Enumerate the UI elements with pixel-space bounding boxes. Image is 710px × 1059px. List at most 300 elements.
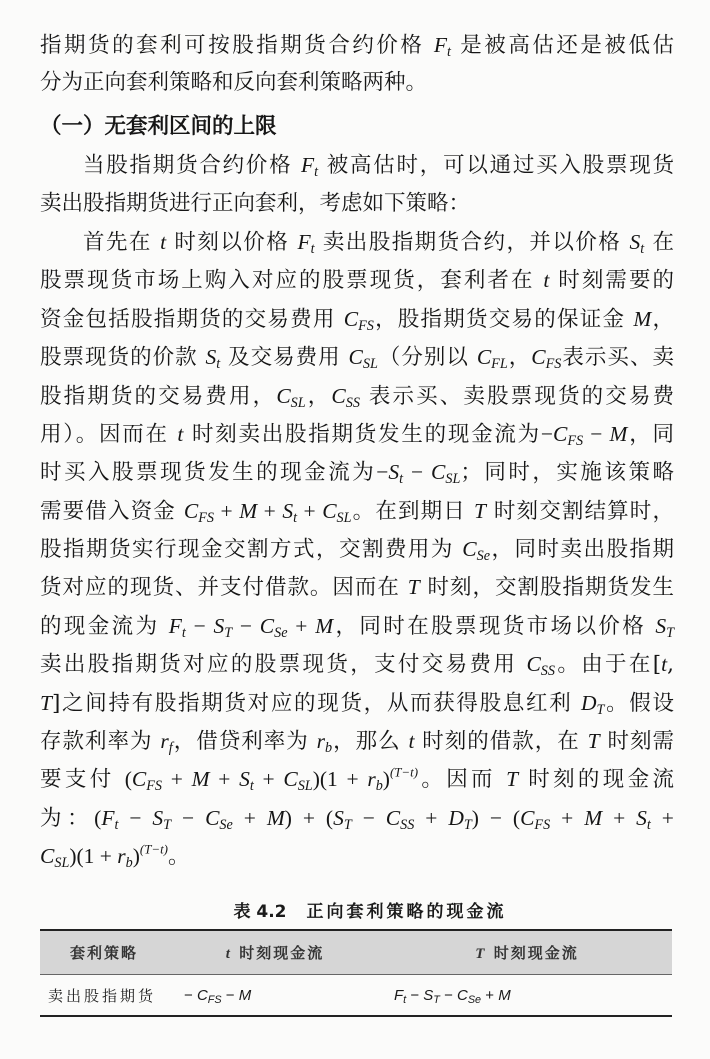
math-variable: C <box>553 421 568 446</box>
math-expression <box>322 498 352 526</box>
text-line <box>40 300 674 338</box>
math-variable: C <box>40 844 55 869</box>
subscript: SL <box>54 855 70 872</box>
text-run: ，同 <box>627 421 674 447</box>
text-run: 表示买、卖 <box>561 345 674 371</box>
math-operator: ) + ( <box>284 805 334 830</box>
math-expression <box>541 422 553 446</box>
math-operator: + <box>481 987 499 1004</box>
subscript: T <box>666 624 674 641</box>
math-expression <box>588 729 600 753</box>
math-variable: D <box>448 805 464 830</box>
subscript: t <box>249 778 254 795</box>
math-operator: − <box>118 805 153 830</box>
text-run: ]之间持有股指期货对应的现货，从而获得股息红利 <box>51 690 581 716</box>
text-run: 。在到期日 <box>351 498 474 524</box>
text-run: 资金包括股指期货的交易费用 <box>40 306 344 332</box>
math-expression <box>462 537 491 565</box>
text-run: 股票现货市场上购入对应的股票现货，套利者在 <box>40 268 544 294</box>
math-operator: ( <box>94 805 102 830</box>
text-run: 在 <box>644 229 675 255</box>
math-expression <box>498 987 511 1004</box>
subscript: FL <box>491 356 508 373</box>
math-operator: + <box>602 805 637 830</box>
math-expression <box>333 805 352 833</box>
text-line <box>40 722 674 760</box>
text-run: 。 <box>167 844 190 870</box>
text-run: ， <box>305 383 332 409</box>
math-expression <box>408 575 420 599</box>
math-operator: + <box>297 498 323 523</box>
math-expression <box>40 844 70 872</box>
math-variable: T <box>40 690 52 715</box>
math-variable: r <box>367 767 376 792</box>
subscript: t <box>399 471 404 488</box>
text-line <box>40 837 674 875</box>
text-line <box>40 645 674 683</box>
math-expression <box>343 306 374 334</box>
math-expression <box>633 307 651 331</box>
math-variable: S <box>388 460 400 485</box>
math-variable: T <box>506 767 519 792</box>
text-run: 股票现货的价款 <box>40 345 206 371</box>
math-expression <box>152 805 172 833</box>
math-variable: M <box>633 306 652 331</box>
math-expression <box>301 153 319 181</box>
text-run: 卖出股指期货进行正向套利，考虑如下策略： <box>40 190 471 216</box>
math-expression <box>254 767 284 791</box>
text-run: 时刻以价格 <box>166 229 298 255</box>
math-operator: ( <box>124 767 132 792</box>
math-variable: F <box>394 987 404 1004</box>
subscript: SL <box>362 356 378 373</box>
math-operator: + <box>232 805 267 830</box>
math-expression <box>285 806 333 830</box>
text-run: 为： <box>40 805 95 831</box>
math-variable: F <box>101 805 115 830</box>
math-expression <box>69 844 117 868</box>
text-run: 是被高估还是被低估 <box>450 33 674 58</box>
math-variable: C <box>348 345 363 370</box>
math-operator: − <box>171 805 206 830</box>
math-expression <box>610 422 628 446</box>
math-operator: + <box>253 767 284 792</box>
text-run: （分别以 <box>377 345 477 371</box>
math-variable: T <box>473 498 486 523</box>
math-expression <box>433 33 451 60</box>
subscript: FS <box>146 778 162 795</box>
text-run: 卖出股指期货对应的股票现货，支付交易费用 <box>40 652 527 678</box>
math-variable: M <box>584 805 603 830</box>
math-expression <box>232 614 260 638</box>
math-variable: C <box>196 987 208 1004</box>
subscript: FS <box>198 509 215 526</box>
math-variable: S <box>282 498 294 523</box>
math-variable: C <box>322 498 337 523</box>
table-body <box>40 975 672 1017</box>
subscript: t <box>640 240 645 257</box>
table-head <box>40 930 672 975</box>
text-line <box>40 530 674 568</box>
math-expression <box>316 729 333 756</box>
math-variable: S <box>205 345 217 370</box>
math-variable: M <box>498 987 511 1004</box>
math-expression <box>117 844 133 872</box>
subscript: T <box>343 816 352 833</box>
subscript: FS <box>358 317 374 334</box>
math-variable: C <box>431 460 446 485</box>
math-operator: + <box>550 805 585 830</box>
math-expression <box>383 767 418 791</box>
math-variable: S <box>423 987 434 1004</box>
subscript: SS <box>345 394 360 411</box>
math-expression <box>276 383 306 411</box>
math-expression <box>131 767 162 795</box>
text-run: 需要借入资金 <box>40 498 184 524</box>
subscript: b <box>125 855 133 872</box>
cash-flow-table <box>40 929 672 1017</box>
math-expression <box>192 767 210 791</box>
cell-cashflow-time-T <box>382 975 672 1017</box>
text-run: 时刻，交割股指期货发生 <box>419 575 674 601</box>
text-run: 。假设 <box>604 690 674 716</box>
math-variable: M <box>238 987 252 1004</box>
math-expression <box>267 806 285 830</box>
subscript: SL <box>290 394 306 411</box>
subscript: b <box>375 778 383 795</box>
math-operator: − <box>540 421 554 446</box>
math-variable: t <box>177 421 184 446</box>
text-run: 时刻卖出股指期货发生的现金流为 <box>183 421 541 447</box>
math-expression <box>376 460 388 484</box>
text-run: 股指期货的交易费用， <box>40 383 277 409</box>
text-line <box>40 684 674 722</box>
subscript: T <box>433 994 440 1007</box>
math-expression <box>162 767 192 791</box>
subscript: SS <box>540 663 555 680</box>
subscript: Se <box>467 994 482 1007</box>
math-expression <box>168 613 186 641</box>
math-variable: T <box>587 729 600 754</box>
math-variable: C <box>385 805 401 830</box>
subscript: SS <box>400 816 415 833</box>
math-variable: C <box>476 345 492 370</box>
math-expression <box>315 614 333 638</box>
table-title: 正向套利策略的现金流 <box>306 902 507 922</box>
text-line <box>40 223 674 261</box>
subscript: t <box>181 624 186 641</box>
math-expression <box>257 499 282 523</box>
text-line <box>40 377 674 415</box>
subscript: T <box>224 624 233 641</box>
math-expression <box>213 613 233 641</box>
math-expression <box>655 613 674 641</box>
math-operator: − <box>184 987 197 1004</box>
math-operator: − <box>406 987 424 1004</box>
math-variable: F <box>301 153 315 178</box>
text-run: 时刻需 <box>599 729 674 755</box>
math-expression <box>184 987 197 1004</box>
subscript: t <box>310 240 315 257</box>
math-expression <box>160 729 173 756</box>
math-expression <box>282 498 298 526</box>
math-variable: T <box>475 946 487 962</box>
cell-strategy <box>40 975 168 1017</box>
math-expression <box>210 767 240 791</box>
text-run: ，同时卖出股指期 <box>490 537 674 563</box>
math-expression <box>457 987 482 1007</box>
math-expression <box>288 614 316 638</box>
math-expression <box>125 767 132 791</box>
text-run: 及交易费用 <box>220 345 349 371</box>
math-variable: C <box>283 767 298 792</box>
math-expression <box>394 987 407 1007</box>
math-expression <box>352 806 386 830</box>
math-expression <box>331 383 360 411</box>
text-run: 时刻现金流 <box>486 944 579 962</box>
math-variable: C <box>457 987 468 1004</box>
math-expression <box>133 844 168 868</box>
body-text <box>40 26 674 876</box>
math-variable: t <box>543 268 550 293</box>
math-expression <box>205 345 221 373</box>
text-run: 。由于在[ <box>554 652 662 678</box>
subscript: b <box>324 740 333 756</box>
math-expression <box>348 345 378 373</box>
math-expression <box>602 806 636 830</box>
subscript: t <box>114 816 119 833</box>
math-expression <box>283 767 313 795</box>
math-operator: − <box>351 805 386 830</box>
math-variable: S <box>213 613 225 638</box>
math-expression <box>584 806 602 830</box>
math-expression <box>629 229 645 257</box>
text-run: 的现金流为 <box>40 613 169 639</box>
math-operator: − <box>403 460 432 485</box>
text-run: 用）。因而在 <box>40 421 178 447</box>
subscript: SL <box>297 778 313 795</box>
text-line <box>40 26 674 64</box>
text-line <box>40 799 674 837</box>
math-operator: + <box>162 767 192 792</box>
subscript: t <box>314 164 319 181</box>
text-run: 时刻的借款，在 <box>414 729 588 755</box>
math-expression <box>414 806 448 830</box>
text-run: ，同时在股票现货市场以价格 <box>333 613 656 639</box>
text-run: 分为正向套利策略和反向套利策略两种。 <box>40 70 428 96</box>
subscript: T <box>596 701 605 718</box>
table-row <box>40 975 672 1017</box>
math-operator: − <box>221 987 239 1004</box>
math-operator: + <box>209 767 240 792</box>
math-operator: )(1 + <box>312 767 368 792</box>
math-expression <box>239 987 252 1004</box>
subscript: t <box>646 816 651 833</box>
math-expression <box>367 767 383 795</box>
subscript: T <box>163 816 172 833</box>
math-expression <box>531 345 562 373</box>
subscript: SL <box>336 509 352 526</box>
math-variable: C <box>259 613 275 638</box>
header-strategy <box>40 930 168 975</box>
math-variable: C <box>331 383 346 408</box>
math-variable: C <box>276 383 291 408</box>
math-expression <box>550 806 584 830</box>
paragraph-overvalued <box>40 146 674 223</box>
math-variable: r <box>117 844 126 869</box>
math-expression <box>406 987 423 1004</box>
math-operator: + <box>214 498 240 523</box>
text-run: 股指期货实行现金交割方式，交割费用为 <box>40 537 463 563</box>
subscript: f <box>168 740 173 756</box>
math-expression <box>431 460 461 488</box>
text-run: ，股指期货交易的保证金 <box>373 306 634 332</box>
math-variable: t <box>408 729 415 754</box>
math-expression <box>474 499 486 523</box>
superscript: (T−t) <box>389 765 419 780</box>
text-run: ，那么 <box>332 729 409 755</box>
text-run: 时刻的现金流 <box>518 767 674 793</box>
table-caption <box>0 899 710 925</box>
math-variable: M <box>315 613 334 638</box>
math-variable: C <box>520 805 535 830</box>
math-operator: − <box>185 613 214 638</box>
math-variable: t <box>160 229 167 254</box>
text-run: 指期货的套利可按股指期货合约价格 <box>40 33 434 58</box>
math-operator: − <box>583 421 610 446</box>
subscript: t <box>446 43 451 60</box>
math-expression <box>553 421 584 449</box>
text-run: 要支付 <box>40 767 125 793</box>
text-run: ， <box>651 306 674 332</box>
math-expression <box>651 806 674 830</box>
math-variable: r <box>316 729 325 754</box>
math-expression <box>448 805 472 833</box>
math-expression <box>196 987 222 1007</box>
math-variable: C <box>343 306 359 331</box>
text-run: 时刻需要的 <box>549 268 674 294</box>
math-variable: r <box>160 729 169 754</box>
math-operator: − <box>232 613 260 638</box>
text-run: 时刻现金流 <box>231 944 325 962</box>
text-run: 当股指期货合约价格 <box>83 153 302 179</box>
text-run: 时刻交割结算时， <box>485 498 674 524</box>
math-expression <box>636 805 651 833</box>
math-expression <box>403 460 431 484</box>
subscript: Se <box>476 548 491 565</box>
math-variable: S <box>655 613 667 638</box>
math-expression <box>520 805 551 833</box>
math-expression <box>476 345 508 373</box>
math-expression <box>481 987 498 1004</box>
math-operator: ) <box>382 767 390 792</box>
math-expression <box>472 806 520 830</box>
math-operator: ) <box>132 844 140 869</box>
paragraph-strategy <box>40 223 674 876</box>
math-variable: D <box>580 690 597 715</box>
subscript: Se <box>219 816 233 833</box>
math-expression <box>239 767 254 795</box>
math-operator: − <box>376 460 389 485</box>
math-variable: C <box>205 805 220 830</box>
math-variable: F <box>433 33 447 57</box>
text-run: ；同时，实施该策略 <box>460 460 674 486</box>
math-expression <box>222 987 239 1004</box>
math-expression <box>440 987 457 1004</box>
subscript: FS <box>207 994 222 1007</box>
subscript: FS <box>545 356 562 373</box>
text-line <box>40 492 674 530</box>
math-variable: S <box>629 229 641 254</box>
math-variable: T <box>407 575 420 600</box>
math-operator: + <box>414 805 449 830</box>
math-expression <box>183 498 215 526</box>
math-variable: t <box>661 652 668 677</box>
text-run: 首先在 <box>83 229 161 255</box>
subscript: t <box>293 509 298 526</box>
text-run: , <box>667 652 674 678</box>
math-variable: S <box>636 805 647 830</box>
math-expression <box>313 767 368 791</box>
math-operator: ) − ( <box>471 805 521 830</box>
math-expression <box>171 806 205 830</box>
math-expression <box>233 806 267 830</box>
math-operator: + <box>287 613 316 638</box>
subscript: FS <box>567 432 584 449</box>
math-variable: M <box>239 498 258 523</box>
subscript: FS <box>534 816 551 833</box>
math-operator: + <box>650 805 674 830</box>
math-expression <box>580 690 605 718</box>
text-line <box>40 453 674 491</box>
superscript: (T−t) <box>139 842 168 857</box>
math-expression <box>205 805 233 833</box>
math-expression <box>118 806 152 830</box>
math-expression <box>297 229 315 257</box>
text-run: 。因而 <box>418 767 507 793</box>
math-expression <box>297 499 322 523</box>
header-cashflow-time-t <box>168 930 382 975</box>
text-line <box>40 146 674 184</box>
math-expression <box>40 691 52 715</box>
text-line <box>40 568 674 606</box>
cell-cashflow-time-t <box>168 975 382 1017</box>
text-run: 时买入股票现货发生的现金流为 <box>40 460 377 486</box>
subscript: t <box>216 356 221 373</box>
math-expression <box>101 805 119 833</box>
text-line <box>40 338 674 376</box>
math-operator: + <box>257 498 283 523</box>
math-operator: )(1 + <box>69 844 118 869</box>
math-expression <box>388 460 404 488</box>
paragraph-continued <box>40 26 674 103</box>
math-operator: − <box>439 987 458 1004</box>
table-number: 表 4.2 <box>233 902 287 922</box>
section-heading: （一）无套利区间的上限 <box>40 113 277 139</box>
text-run: 表示买、卖股票现货的交易费 <box>359 383 674 409</box>
header-cashflow-time-T <box>382 930 672 975</box>
math-variable: F <box>168 613 182 638</box>
math-expression <box>583 422 609 446</box>
text-line <box>40 261 674 299</box>
math-variable: C <box>462 537 477 562</box>
text-line <box>40 64 674 102</box>
text-run: 存款利率为 <box>40 729 161 755</box>
math-variable: S <box>239 767 250 792</box>
math-variable: C <box>526 652 541 677</box>
text-line <box>40 760 674 798</box>
text-run: 被高估时，可以通过买入股票现货 <box>318 153 674 179</box>
